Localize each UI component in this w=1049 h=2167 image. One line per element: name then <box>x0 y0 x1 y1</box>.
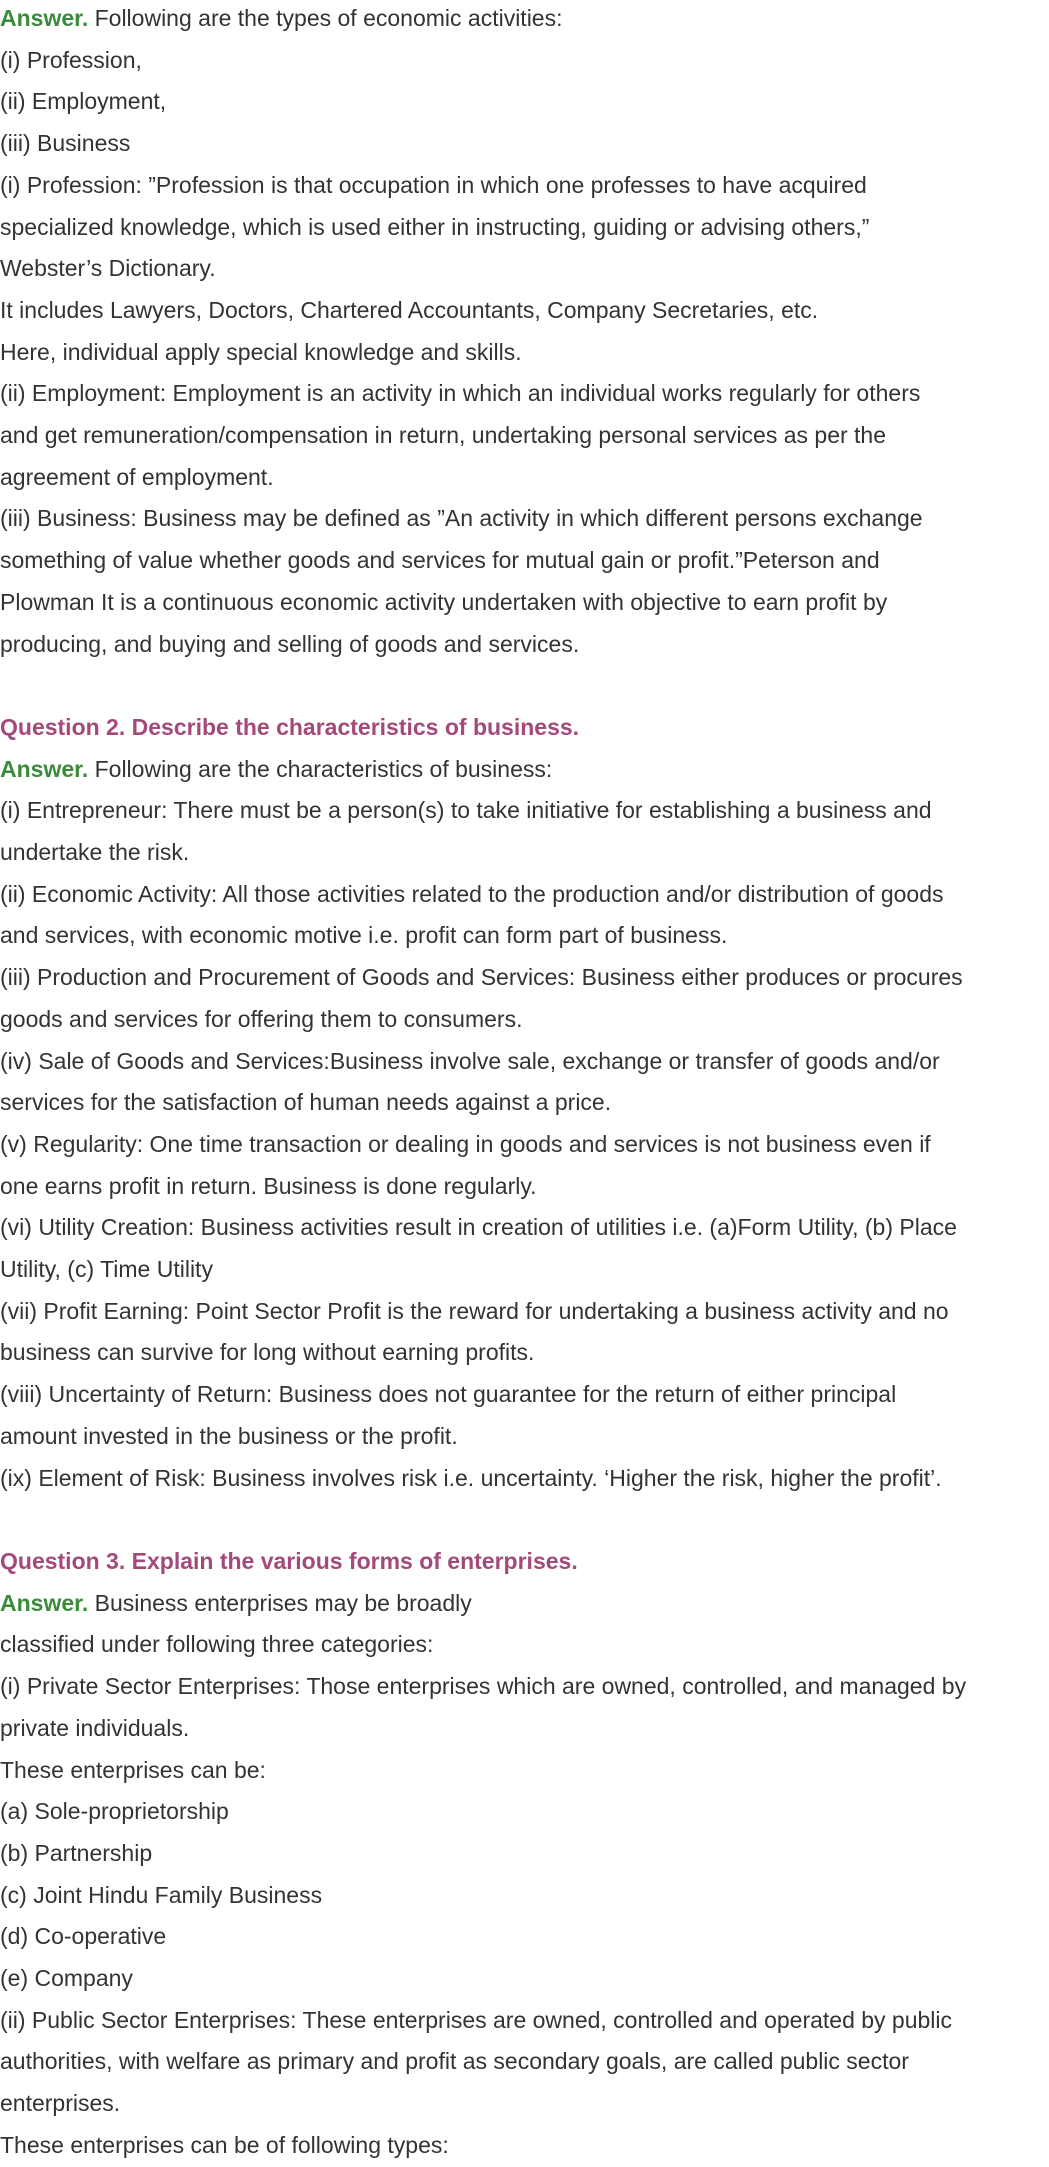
text-line: (i) Entrepreneur: There must be a person(s) to take initiative for establishing a business and <box>0 797 932 824</box>
text-line: one earns profit in return. Business is done regularly. <box>0 1172 537 1199</box>
text-line: business can survive for long without earning profits. <box>0 1339 535 1366</box>
text-line: (ii) Economic Activity: All those activities related to the production and/or distribution of goods <box>0 880 944 907</box>
answer-line <box>0 749 1049 791</box>
spacer <box>0 1499 1049 1541</box>
text-line: private individuals. <box>0 1714 190 1741</box>
text-line: (b) Partnership <box>0 1839 153 1866</box>
text-line: It includes Lawyers, Doctors, Chartered Accountants, Company Secretaries, etc. <box>0 296 819 323</box>
text-line: (iii) Business <box>0 130 131 157</box>
answer-intro: Business enterprises may be broadly <box>94 1589 472 1616</box>
text-line: These enterprises can be of following types: <box>0 2131 449 2158</box>
text-line: Utility, (c) Time Utility <box>0 1256 213 1283</box>
text-line: authorities, with welfare as primary and profit as secondary goals, are called public sector <box>0 2048 909 2075</box>
answer-intro: Following are the characteristics of business: <box>94 755 553 782</box>
text-line: specialized knowledge, which is used either in instructing, guiding or advising others,” <box>0 213 870 240</box>
text-line: (a) Sole-proprietorship <box>0 1798 229 1825</box>
text-line: Webster’s Dictionary. <box>0 255 216 282</box>
text-line: enterprises. <box>0 2090 121 2117</box>
text-line: agreement of employment. <box>0 463 274 490</box>
text-line: (ix) Element of Risk: Business involves risk i.e. uncertainty. ‘Higher the risk, higher the profit’. <box>0 1464 942 1491</box>
spacer <box>0 665 1049 707</box>
text-line: (vi) Utility Creation: Business activities result in creation of utilities i.e. (a)Form Utility, (b) Place <box>0 1214 957 1241</box>
text-line: (vii) Profit Earning: Point Sector Profit is the reward for undertaking a business activity and no <box>0 1297 949 1324</box>
text-line: These enterprises can be: <box>0 1756 266 1783</box>
text-line: and services, with economic motive i.e. profit can form part of business. <box>0 922 728 949</box>
text-line: (e) Company <box>0 1965 133 1992</box>
text-line: (i) Profession: ”Profession is that occupation in which one professes to have acquired <box>0 171 867 198</box>
text-line: (iii) Business: Business may be defined as ”An activity in which different persons exchange <box>0 505 923 532</box>
text-line: and get remuneration/compensation in return, undertaking personal services as per the <box>0 422 887 449</box>
text-line: (viii) Uncertainty of Return: Business does not guarantee for the return of either principal <box>0 1381 897 1408</box>
text-line: (d) Co-operative <box>0 1923 167 1950</box>
text-line: goods and services for offering them to consumers. <box>0 1005 523 1032</box>
answer-label: Answer. <box>0 5 89 31</box>
text-line: undertake the risk. <box>0 839 190 866</box>
text-line: (ii) Employment: Employment is an activity in which an individual works regularly for others <box>0 380 921 407</box>
text-line: classified under following three categories: <box>0 1631 434 1658</box>
answer-line <box>0 1583 1049 1625</box>
text-line: (ii) Employment, <box>0 88 167 115</box>
text-line: (iv) Sale of Goods and Services:Business involve sale, exchange or transfer of goods and/or <box>0 1047 940 1074</box>
text-line: Plowman It is a continuous economic activity undertaken with objective to earn profit by <box>0 588 888 615</box>
text-line: something of value whether goods and services for mutual gain or profit.”Peterson and <box>0 547 880 574</box>
question-heading: Question 3. Explain the various forms of enterprises. <box>0 1547 578 1574</box>
text-line: producing, and buying and selling of goods and services. <box>0 630 580 657</box>
text-line: (ii) Public Sector Enterprises: These enterprises are owned, controlled and operated by public <box>0 2006 953 2033</box>
answer-label: Answer. <box>0 1589 89 1616</box>
answer-line <box>0 0 1049 40</box>
text-line: (v) Regularity: One time transaction or dealing in goods and services is not business even if <box>0 1130 931 1157</box>
question-heading: Question 2. Describe the characteristics of business. <box>0 713 580 740</box>
text-line: amount invested in the business or the profit. <box>0 1422 458 1449</box>
text-line: (i) Profession, <box>0 46 142 73</box>
text-line: (c) Joint Hindu Family Business <box>0 1881 323 1908</box>
text-line: Here, individual apply special knowledge and skills. <box>0 338 522 365</box>
text-line: services for the satisfaction of human needs against a price. <box>0 1089 612 1116</box>
answer-label: Answer. <box>0 755 89 782</box>
text-line: (i) Private Sector Enterprises: Those enterprises which are owned, controlled, and managed by <box>0 1673 967 1700</box>
answer-intro: Following are the types of economic activities: <box>94 5 563 31</box>
text-line: (iii) Production and Procurement of Goods and Services: Business either produces or procures <box>0 964 963 991</box>
